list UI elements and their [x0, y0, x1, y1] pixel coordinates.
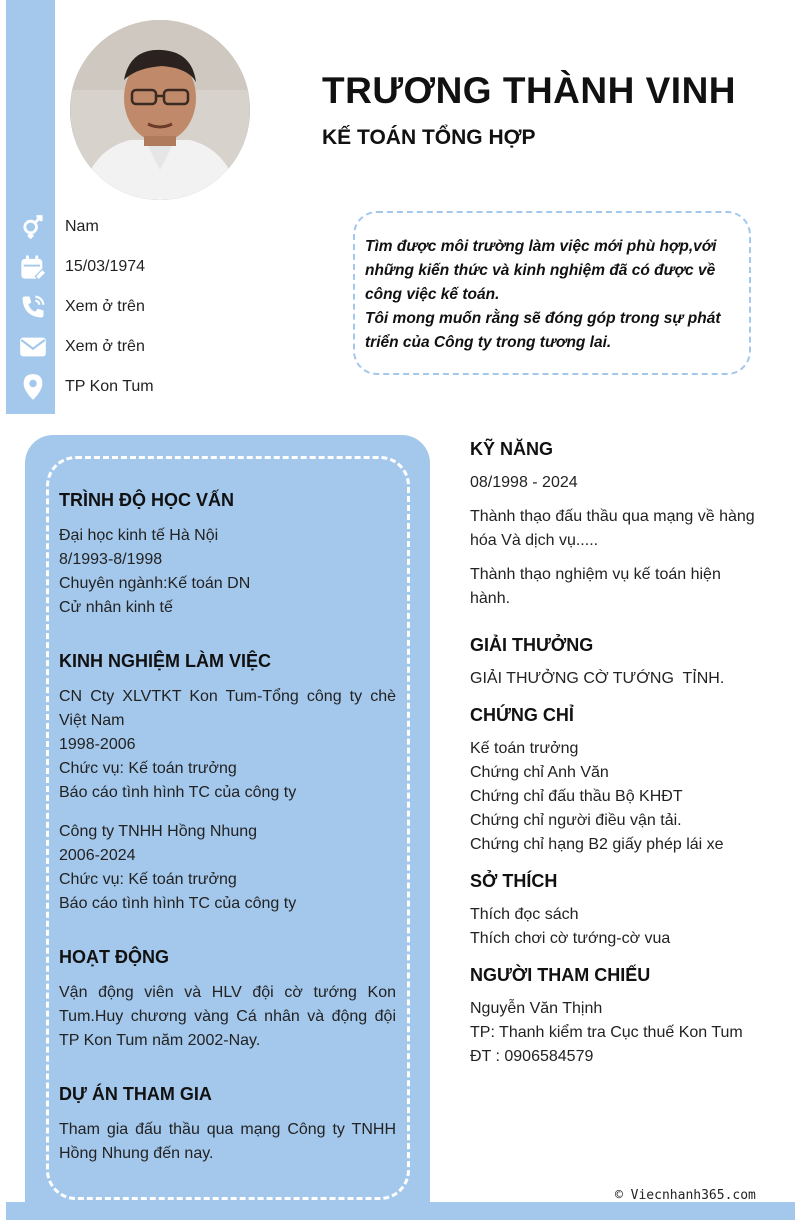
email-value: Xem ở trên — [65, 338, 145, 355]
job-duty: Báo cáo tình hình TC của công ty — [59, 895, 297, 912]
watermark: © Viecnhanh365.com — [615, 1188, 756, 1203]
education-line: Cử nhân kinh tế — [59, 599, 173, 616]
gender-icon — [18, 212, 48, 242]
info-location — [18, 371, 154, 403]
award-item: GIẢI THƯỞNG CỜ TƯỚNG TỈNH. — [470, 670, 725, 687]
education-details — [59, 524, 396, 620]
info-email — [18, 331, 145, 363]
hobby-item: Thích chơi cờ tướng-cờ vua — [470, 930, 671, 947]
phone-value: Xem ở trên — [65, 298, 145, 315]
info-gender — [18, 211, 99, 243]
objective-line: Tìm được môi trường làm việc mới phù hợp,với — [365, 238, 717, 255]
references-list — [470, 997, 770, 1069]
job-company: CN Cty XLVTKT Kon Tum-Tổng công ty chè Việt Nam — [59, 688, 396, 729]
certificate-item: Chứng chỉ Anh Văn — [470, 764, 609, 781]
experience-job-1 — [59, 685, 396, 805]
reference-item: TP: Thanh kiểm tra Cục thuế Kon Tum — [470, 1024, 743, 1041]
objective-line: những kiến thức và kinh nghiệm đã có được về — [365, 262, 716, 279]
projects-text: Tham gia đấu thầu qua mạng Công ty TNHH Hồng Nhung đến nay. — [59, 1121, 396, 1162]
job-company: Công ty TNHH Hồng Nhung — [59, 823, 258, 840]
career-objective — [353, 211, 751, 375]
certificates-title: CHỨNG CHỈ — [470, 705, 574, 725]
certificate-item: Chứng chỉ đấu thầu Bộ KHĐT — [470, 788, 683, 805]
bottom-accent-bar — [6, 1202, 795, 1220]
gender-value: Nam — [65, 218, 99, 235]
objective-line: triển của Công ty trong tương lai. — [365, 334, 612, 351]
projects-title: DỰ ÁN THAM GIA — [59, 1084, 212, 1104]
location-icon — [18, 372, 48, 402]
certificate-item: Kế toán trưởng — [470, 740, 579, 757]
certificate-item: Chứng chỉ hạng B2 giấy phép lái xe — [470, 836, 724, 853]
location-value: TP Kon Tum — [65, 378, 154, 395]
email-icon — [18, 332, 48, 362]
certificates-list — [470, 737, 770, 857]
job-duty: Báo cáo tình hình TC của công ty — [59, 784, 297, 801]
education-title: TRÌNH ĐỘ HỌC VẤN — [59, 490, 234, 510]
job-period: 2006-2024 — [59, 847, 136, 864]
job-position: Chức vụ: Kế toán trưởng — [59, 871, 237, 888]
objective-line: Tôi mong muốn rằng sẽ đóng góp trong sự phát — [365, 310, 721, 327]
reference-item: ĐT : 0906584579 — [470, 1048, 594, 1065]
references-title: NGƯỜI THAM CHIẾU — [470, 965, 651, 985]
experience-job-2 — [59, 820, 396, 916]
skill-item: Thành thạo nghiệm vụ kế toán hiện hành. — [470, 566, 721, 607]
calendar-icon — [18, 252, 48, 282]
skill-item: Thành thạo đấu thầu qua mạng về hàng hóa Và dịch vụ..... — [470, 508, 755, 549]
hobbies-list — [470, 903, 770, 951]
education-line: Đại học kinh tế Hà Nội — [59, 527, 219, 544]
job-position: Chức vụ: Kế toán trưởng — [59, 760, 237, 777]
phone-icon — [18, 292, 48, 322]
skills-period: 08/1998 - 2024 — [470, 474, 578, 491]
job-title: KẾ TOÁN TỔNG HỢP — [322, 126, 536, 149]
awards-title: GIẢI THƯỞNG — [470, 635, 594, 655]
activities-text: Vận động viên và HLV đội cờ tướng Kon Tum.Huy chương vàng Cá nhân và động đội TP Kon Tum năm 2002-Nay. — [59, 984, 396, 1049]
skills-title: KỸ NĂNG — [470, 439, 554, 459]
avatar — [70, 20, 250, 200]
education-line: 8/1993-8/1998 — [59, 551, 163, 568]
hobbies-title: SỞ THÍCH — [470, 871, 558, 891]
certificate-item: Chứng chỉ người điều vận tải. — [470, 812, 682, 829]
info-birthdate — [18, 251, 146, 283]
activities-title: HOẠT ĐỘNG — [59, 947, 169, 967]
job-period: 1998-2006 — [59, 736, 136, 753]
experience-title: KINH NGHIỆM LÀM VIỆC — [59, 651, 272, 671]
candidate-name: TRƯƠNG THÀNH VINH — [322, 70, 737, 111]
birthdate-value: 15/03/1974 — [65, 258, 146, 275]
education-line: Chuyên ngành:Kế toán DN — [59, 575, 251, 592]
objective-line: công việc kế toán. — [365, 286, 500, 303]
reference-item: Nguyễn Văn Thịnh — [470, 1000, 603, 1017]
hobby-item: Thích đọc sách — [470, 906, 579, 923]
portrait-photo-icon — [70, 20, 250, 200]
info-phone — [18, 291, 145, 323]
